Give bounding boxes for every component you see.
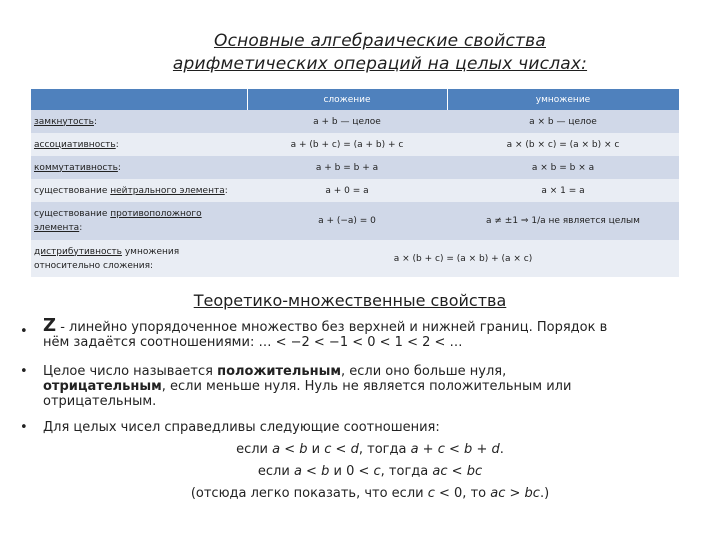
distributivity-cell: a × (b + c) = (a × b) + (a × c)	[247, 240, 679, 277]
table-row	[31, 202, 679, 240]
table-row	[31, 240, 679, 277]
relation-line-3: (отсюда легко показать, что если c < 0, то ac > bc.)	[190, 486, 550, 501]
properties-table	[31, 89, 680, 277]
header-cell-addition: сложение	[247, 89, 447, 110]
property-name: коммутативность:	[31, 156, 247, 179]
property-name: замкнутость:	[31, 110, 247, 133]
addition-cell: a + b — целое	[247, 110, 447, 133]
set-theory-subtitle: Теоретико-множественные свойства	[193, 291, 507, 310]
relation-line-1: если a < b и c < d, тогда a + c < b + d.	[236, 442, 504, 457]
bullet-marker: •	[20, 324, 28, 339]
addition-cell: a + (−a) = 0	[247, 202, 447, 240]
property-name: ассоциативность:	[31, 133, 247, 156]
table-row	[31, 179, 679, 202]
addition-cell: a + (b + c) = (a + b) + c	[247, 133, 447, 156]
addition-cell: a + b = b + a	[247, 156, 447, 179]
header-cell-property	[31, 89, 247, 110]
list-item: Целое число называется положительным, если оно больше нуля, отрицательным, если меньше нуля. Нуль не является положительным или отрицательным.	[43, 364, 572, 409]
multiplication-cell: a ≠ ±1 ⇒ 1/a не является целым	[447, 202, 679, 240]
z-set-symbol: Z	[43, 315, 57, 336]
bullet-marker: •	[20, 420, 28, 435]
table-row	[31, 110, 679, 133]
slide-title	[100, 30, 660, 76]
list-item: Для целых чисел справедливы следующие соотношения:	[43, 420, 440, 435]
list-item: Z - линейно упорядоченное множество без верхней и нижней границ. Порядок в нём задаётся соотношениями: … < −2 < −1 < 0 < 1 < 2 < …	[43, 315, 608, 350]
property-name: существование нейтрального элемента:	[31, 179, 247, 202]
table-header-row	[31, 89, 679, 110]
title-line-1: Основные алгебраические свойства	[213, 31, 546, 51]
relation-line-2: если a < b и 0 < c, тогда ac < bc	[257, 464, 483, 479]
table-row	[31, 133, 679, 156]
multiplication-cell: a × b = b × a	[447, 156, 679, 179]
property-name: дистрибутивность умножения относительно сложения:	[31, 240, 247, 277]
addition-cell: a + 0 = a	[247, 179, 447, 202]
bullet-marker: •	[20, 364, 28, 379]
header-cell-multiplication: умножение	[447, 89, 679, 110]
multiplication-cell: a × (b × c) = (a × b) × c	[447, 133, 679, 156]
multiplication-cell: a × 1 = a	[447, 179, 679, 202]
title-line-2: арифметических операций на целых числах:	[172, 54, 588, 74]
table-row	[31, 156, 679, 179]
multiplication-cell: a × b — целое	[447, 110, 679, 133]
property-name: существование противоположного элемента:	[31, 202, 247, 240]
